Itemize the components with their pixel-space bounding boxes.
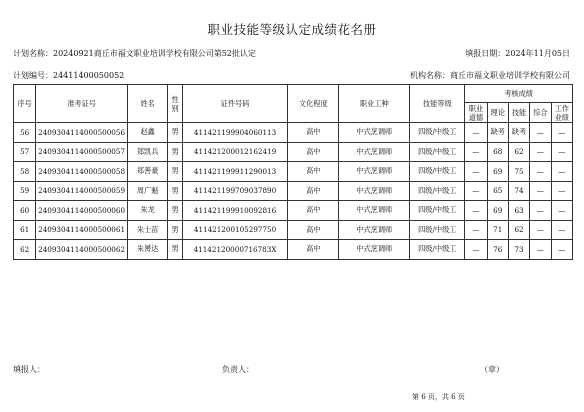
cell-id: 411421199709037890	[182, 181, 288, 201]
cell-gender: 男	[168, 123, 182, 143]
cell-name: 赵鑫	[127, 123, 168, 143]
cell-overall: —	[530, 240, 551, 260]
table-row	[14, 240, 573, 260]
cell-job: 中式烹调师	[339, 162, 410, 182]
page-number: 第 6 页，共 6 页	[412, 393, 465, 401]
cell-overall: —	[530, 123, 551, 143]
cell-level: 四级/中级工	[410, 201, 465, 221]
cell-gender: 男	[168, 201, 182, 221]
header-ticket: 准考证号	[36, 85, 127, 123]
cell-level: 四级/中级工	[410, 142, 465, 162]
org-name: 机构名称：商丘市福文职业培训学校有限公司	[410, 71, 570, 80]
cell-moral: —	[465, 220, 487, 240]
table-row	[14, 162, 573, 182]
cell-work: —	[551, 123, 572, 143]
cell-overall: —	[530, 220, 551, 240]
cell-gender: 男	[168, 162, 182, 182]
plan-name: 计划名称：20240921商丘市福文职业培训学校有限公司第52批认定	[13, 49, 256, 58]
cell-job: 中式烹调师	[339, 123, 410, 143]
cell-theory: 缺考	[487, 123, 508, 143]
cell-ticket: 240930411400050005​6	[36, 123, 127, 143]
cell-work: —	[551, 162, 572, 182]
cell-seq: 60	[14, 201, 36, 221]
cell-moral: —	[465, 142, 487, 162]
cell-overall: —	[530, 142, 551, 162]
cell-job: 中式烹调师	[339, 142, 410, 162]
cell-job: 中式烹调师	[339, 201, 410, 221]
cell-id: 411421200012162419	[182, 142, 288, 162]
cell-seq: 59	[14, 181, 36, 201]
cell-theory: 71	[487, 220, 508, 240]
header-seq: 序号	[14, 85, 36, 123]
cell-gender: 男	[168, 181, 182, 201]
cell-name: 朱士苗	[127, 220, 168, 240]
cell-education: 高中	[288, 220, 339, 240]
cell-skill: 75	[508, 162, 529, 182]
cell-id: 411421199910092816	[182, 201, 288, 221]
cell-name: 郑善豪	[127, 162, 168, 182]
header-gender: 性别	[168, 85, 182, 123]
header-name: 姓名	[127, 85, 168, 123]
cell-education: 高中	[288, 181, 339, 201]
cell-level: 四级/中级工	[410, 181, 465, 201]
cell-job: 中式烹调师	[339, 220, 410, 240]
cell-skill: 73	[508, 240, 529, 260]
cell-seq: 61	[14, 220, 36, 240]
cell-gender: 男	[168, 220, 182, 240]
table-row	[14, 142, 573, 162]
cell-ticket: 2409304114000500057	[36, 142, 127, 162]
cell-ticket: 2409304114000500059	[36, 181, 127, 201]
cell-moral: —	[465, 123, 487, 143]
cell-seq: 57	[14, 142, 36, 162]
cell-theory: 76	[487, 240, 508, 260]
cell-job: 中式烹调师	[339, 181, 410, 201]
plan-number: 计划编号：24411400050052	[13, 71, 125, 80]
cell-id: 41142120000716783X	[182, 240, 288, 260]
cell-skill: 63	[508, 201, 529, 221]
cell-work: —	[551, 181, 572, 201]
cell-name: 朱赟达	[127, 240, 168, 260]
cell-work: —	[551, 240, 572, 260]
cell-education: 高中	[288, 123, 339, 143]
stamp-label: （章）	[480, 365, 504, 374]
cell-name: 周广魁	[127, 181, 168, 201]
cell-job: 中式烹调师	[339, 240, 410, 260]
cell-overall: —	[530, 162, 551, 182]
cell-work: —	[551, 201, 572, 221]
cell-level: 四级/中级工	[410, 220, 465, 240]
filler-label: 填报人：	[13, 365, 45, 374]
cell-overall: —	[530, 201, 551, 221]
cell-seq: 62	[14, 240, 36, 260]
cell-id: 411421199904060113	[182, 123, 288, 143]
cell-ticket: 2409304114000500061	[36, 220, 127, 240]
cell-ticket: 2409304114000500062	[36, 240, 127, 260]
header-moral: 职业道德	[465, 103, 487, 123]
header-education: 文化程度	[288, 85, 339, 123]
cell-id: 411421199911290013	[182, 162, 288, 182]
cell-skill: 62	[508, 220, 529, 240]
cell-theory: 69	[487, 201, 508, 221]
cell-moral: —	[465, 240, 487, 260]
cell-skill: 74	[508, 181, 529, 201]
header-skill: 技能	[508, 103, 529, 123]
cell-level: 四级/中级工	[410, 162, 465, 182]
manager-label: 负责人：	[222, 365, 254, 374]
header-overall: 综合	[530, 103, 551, 123]
header-work: 工作业绩	[551, 103, 572, 123]
cell-theory: 69	[487, 162, 508, 182]
header-theory: 理论	[487, 103, 508, 123]
table-row	[14, 220, 573, 240]
cell-moral: —	[465, 181, 487, 201]
table-row	[14, 181, 573, 201]
cell-work: —	[551, 142, 572, 162]
cell-skill: 缺考	[508, 123, 529, 143]
cell-name: 朱龙	[127, 201, 168, 221]
cell-theory: 65	[487, 181, 508, 201]
header-scores: 考核成绩	[465, 85, 573, 103]
cell-skill: 62	[508, 142, 529, 162]
cell-seq: 56	[14, 123, 36, 143]
cell-level: 四级/中级工	[410, 123, 465, 143]
cell-moral: —	[465, 162, 487, 182]
cell-ticket: 2409304114000500060	[36, 201, 127, 221]
header-level: 技能等级	[410, 85, 465, 123]
cell-level: 四级/中级工	[410, 240, 465, 260]
cell-overall: —	[530, 181, 551, 201]
cell-theory: 68	[487, 142, 508, 162]
cell-name: 郑凯兵	[127, 142, 168, 162]
cell-education: 高中	[288, 162, 339, 182]
cell-education: 高中	[288, 142, 339, 162]
cell-moral: —	[465, 201, 487, 221]
table-row	[14, 201, 573, 221]
fill-date: 填报日期：2024年11月05日	[465, 49, 570, 58]
cell-education: 高中	[288, 201, 339, 221]
cell-gender: 男	[168, 240, 182, 260]
header-id: 证件号码	[182, 85, 288, 123]
cell-id: 411421200105297750	[182, 220, 288, 240]
header-job: 职业工种	[339, 85, 410, 123]
document-title: 职业技能等级认定成绩花名册	[207, 22, 377, 37]
cell-ticket: 2409304114000500058	[36, 162, 127, 182]
table-row	[14, 123, 573, 143]
cell-work: —	[551, 220, 572, 240]
score-table	[13, 84, 573, 260]
cell-education: 高中	[288, 240, 339, 260]
cell-seq: 58	[14, 162, 36, 182]
cell-gender: 男	[168, 142, 182, 162]
